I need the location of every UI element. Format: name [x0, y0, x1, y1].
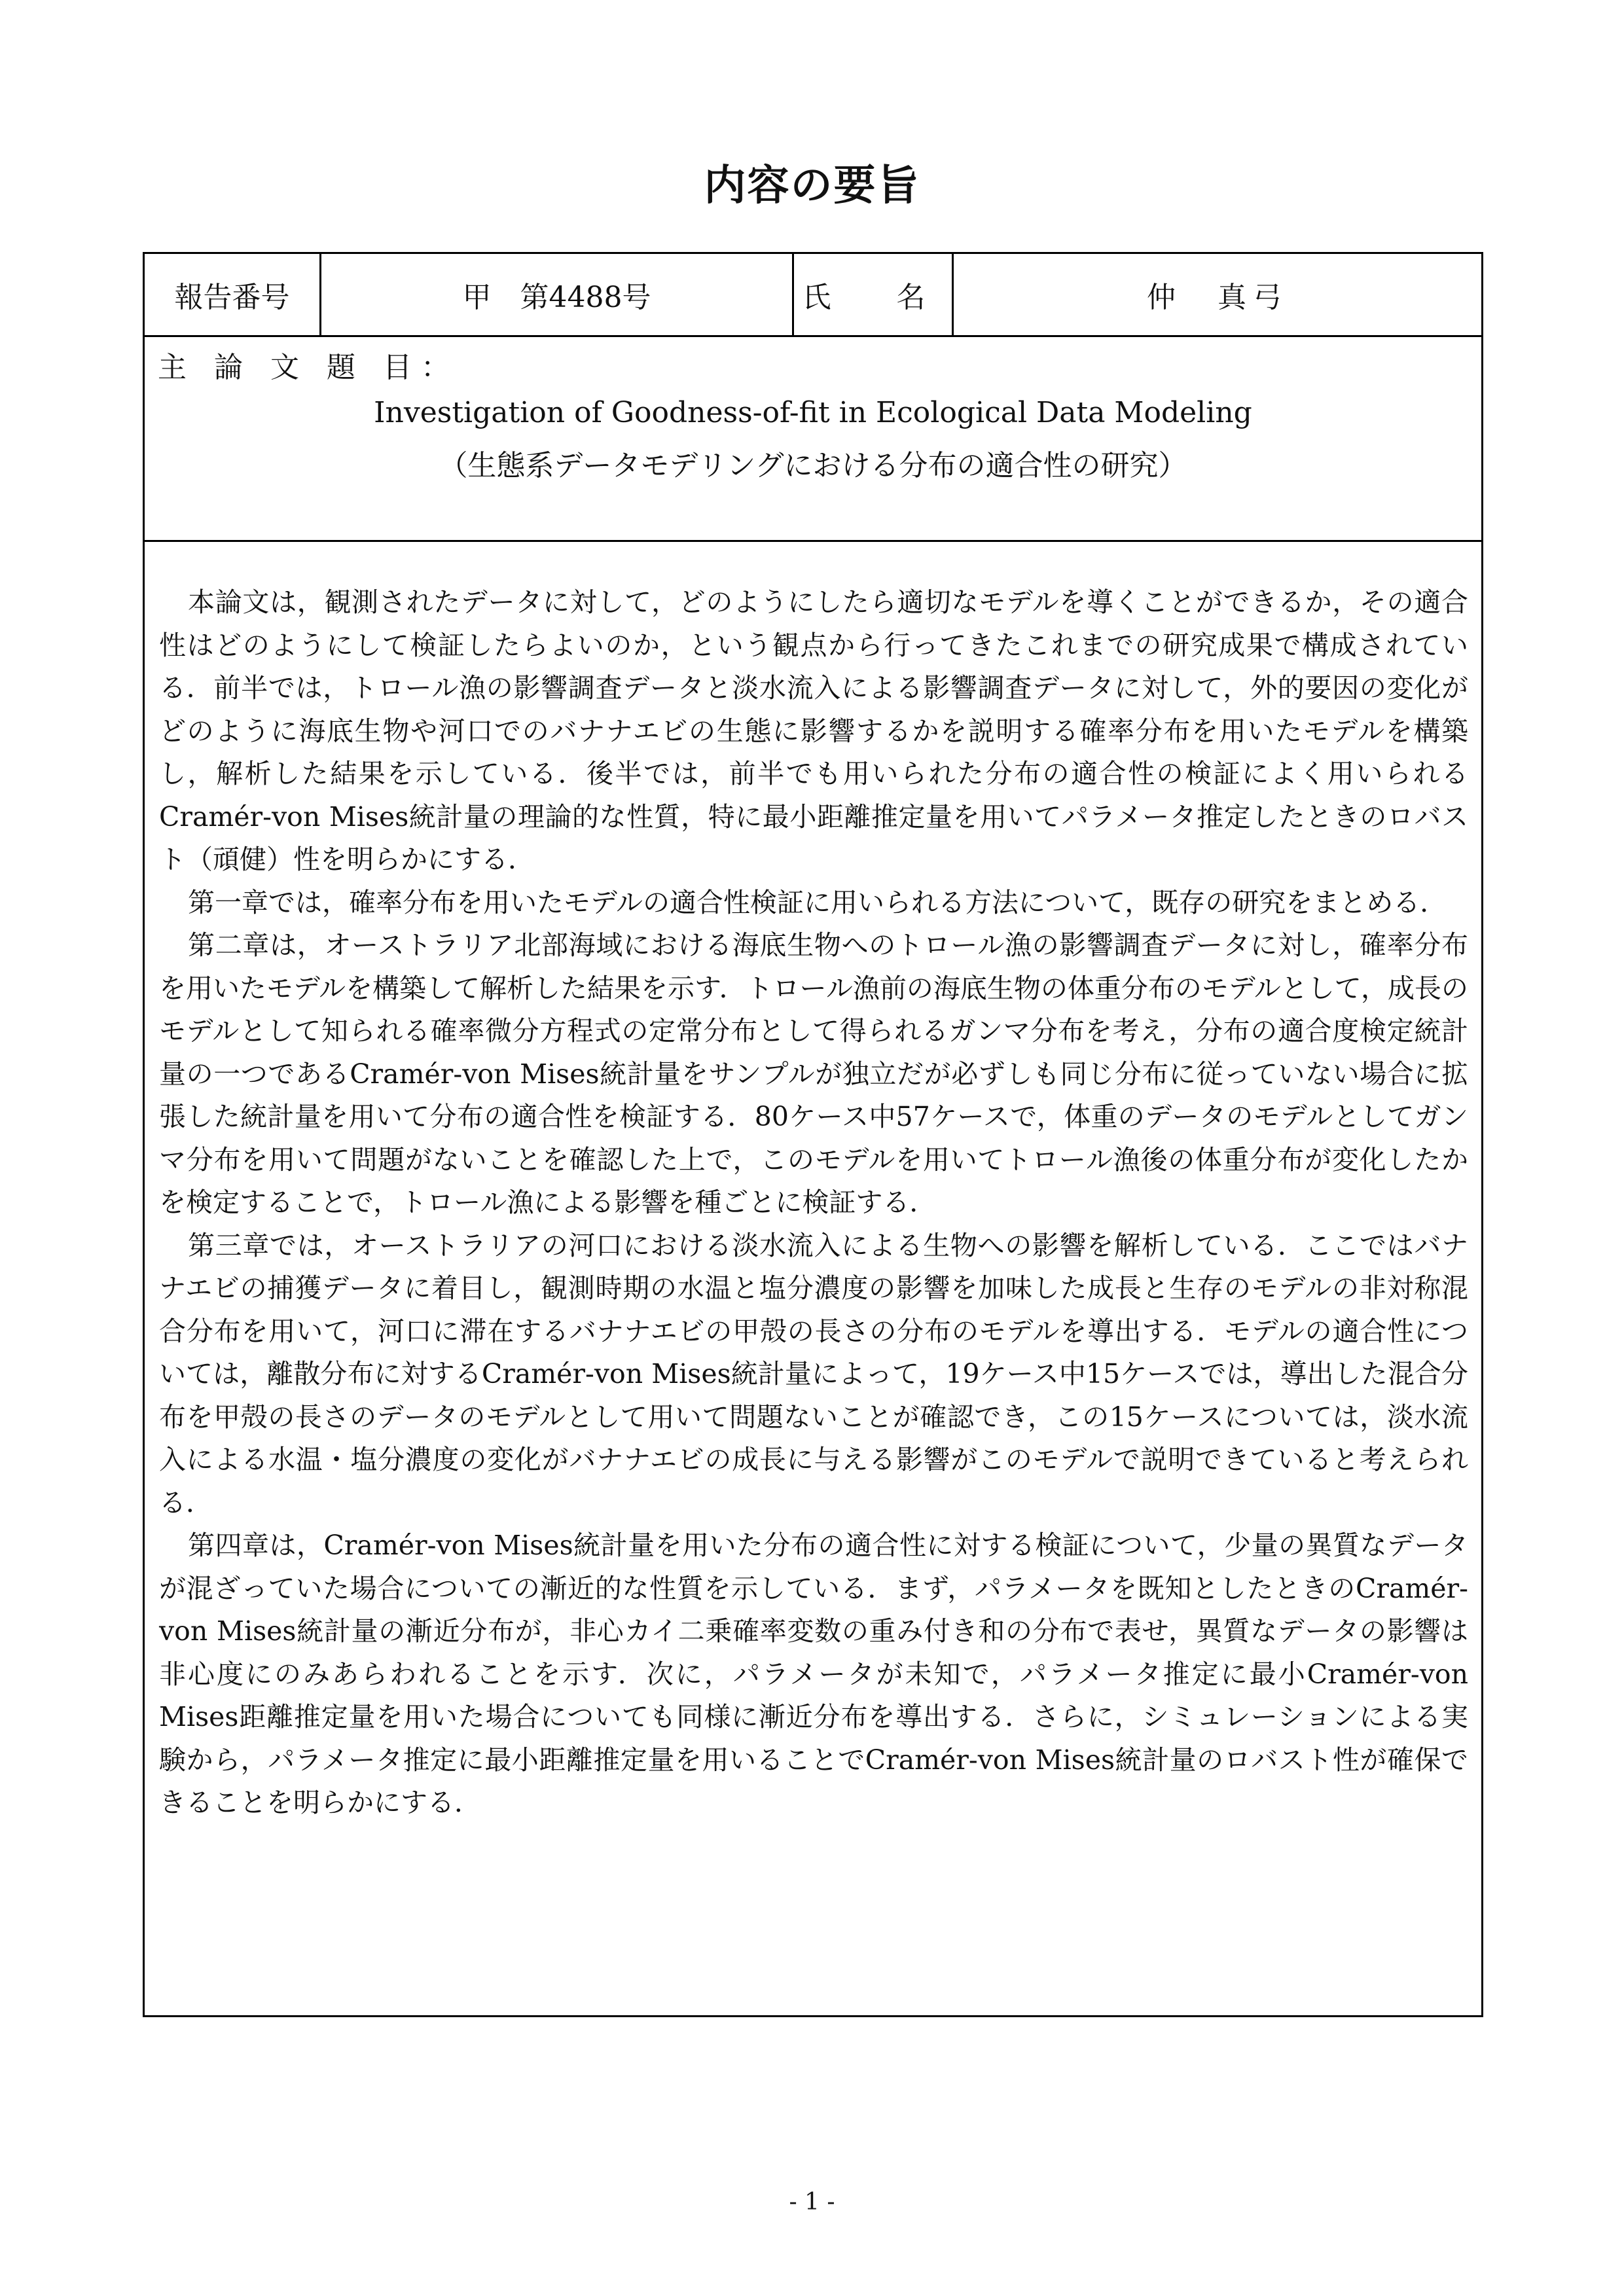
thesis-title-english: Investigation of Goodness-of-fit in Ecological Data Modeling [374, 396, 1252, 429]
abstract-text [159, 581, 1468, 1825]
abstract-section [145, 542, 1481, 2015]
thesis-title-section [145, 337, 1481, 542]
page-title: 内容の要旨 [704, 161, 920, 210]
page-number: - 1 - [789, 2189, 835, 2215]
abstract-paragraph: 第四章は，Cramér-von Mises統計量を用いた分布の適合性に対する検証について，少量の異質なデータが混ざっていた場合についての漸近的な性質を示している．まず，パラメータを既知としたときのCramér-von Mises統計量の漸近分布が，非心カイ二乗確率変数の重み付き和の分布で表せ，異質なデータの影響は非心度にのみあらわれることを示す．次に，パラメータが未知で，パラメータ推定に最小Cramér-von Mises距離推定量を用いた場合についても同様に漸近分布を導出する．さらに，シミュレーションによる実験から，パラメータ推定に最小距離推定量を用いることでCramér-von Mises統計量のロバスト性が確保できることを明らかにする． [159, 1530, 1468, 1818]
thesis-title-japanese: （生態系データモデリングにおける分布の適合性の研究） [439, 449, 1187, 482]
report-number-label: 報告番号 [145, 254, 321, 335]
name-label: 氏 名 [794, 254, 954, 335]
summary-table [143, 252, 1483, 2017]
name-value: 仲 真弓 [1147, 281, 1288, 314]
thesis-title-label: 主 論 文 題 目： [158, 351, 459, 384]
info-row [145, 254, 1481, 337]
abstract-paragraph: 第二章は，オーストラリア北部海域における海底生物へのトロール漁の影響調査データに対し，確率分布を用いたモデルを構築して解析した結果を示す．トロール漁前の海底生物の体重分布のモデルとして，成長のモデルとして知られる確率微分方程式の定常分布として得られるガンマ分布を考え，分布の適合度検定統計量の一つであるCramér-von Mises統計量をサンプルが独立だが必ずしも同じ分布に従っていない場合に拡張した統計量を用いて分布の適合性を検証する．80ケース中57ケースで，体重のデータのモデルとしてガンマ分布を用いて問題がないことを確認した上で，このモデルを用いてトロール漁後の体重分布が変化したかを検定することで，トロール漁による影響を種ごとに検証する． [159, 929, 1468, 1218]
abstract-paragraph: 第一章では，確率分布を用いたモデルの適合性検証に用いられる方法について，既存の研究をまとめる． [188, 886, 1447, 918]
abstract-paragraph: 本論文は，観測されたデータに対して，どのようにしたら適切なモデルを導くことができるか，その適合性はどのようにして検証したらよいのか，という観点から行ってきたこれまでの研究成果で構成されている．前半では，トロール漁の影響調査データと淡水流入による影響調査データに対して，外的要因の変化がどのように海底生物や河口でのバナナエビの生態に影響するかを説明する確率分布を用いたモデルを構築し，解析した結果を示している．後半では，前半でも用いられた分布の適合性の検証によく用いられるCramér-von Mises統計量の理論的な性質，特に最小距離推定量を用いてパラメータ推定したときのロバスト（頑健）性を明らかにする． [159, 586, 1468, 875]
abstract-paragraph: 第三章では，オーストラリアの河口における淡水流入による生物への影響を解析している．ここではバナナエビの捕獲データに着目し，観測時期の水温と塩分濃度の影響を加味した成長と生存のモデルの非対称混合分布を用いて，河口に滞在するバナナエビの甲殻の長さの分布のモデルを導出する．モデルの適合性については，離散分布に対するCramér-von Mises統計量によって，19ケース中15ケースでは，導出した混合分布を甲殻の長さのデータのモデルとして用いて問題ないことが確認でき，この15ケースについては，淡水流入による水温・塩分濃度の変化がバナナエビの成長に与える影響がこのモデルで説明できていると考えられる． [159, 1229, 1468, 1518]
report-number-value: 甲 第4488号 [321, 254, 794, 335]
